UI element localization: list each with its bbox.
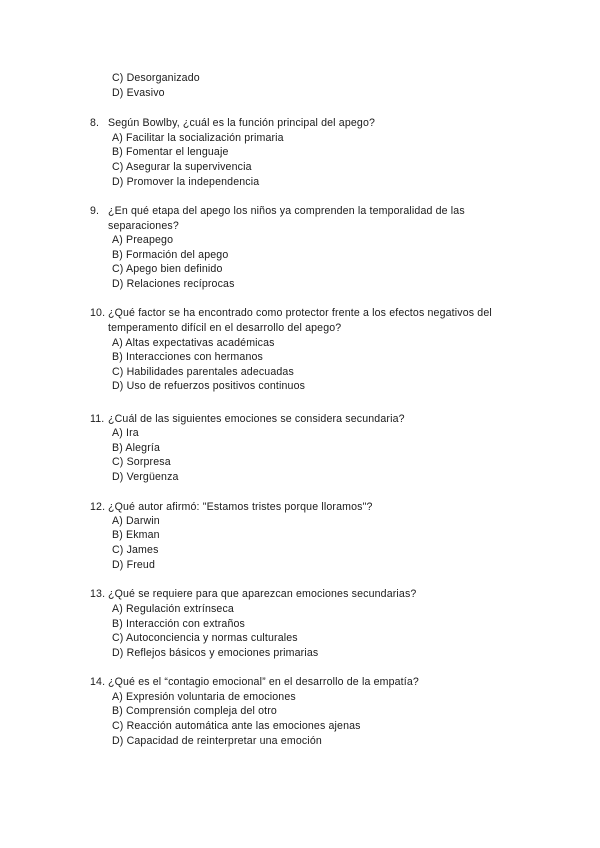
question-text: Según Bowlby, ¿cuál es la función principal del apego? bbox=[108, 117, 376, 129]
question-option: B) Interacciones con hermanos bbox=[112, 351, 263, 363]
question-option: D) Capacidad de reinterpretar una emoción bbox=[112, 735, 322, 747]
question-option: B) Fomentar el lenguaje bbox=[112, 146, 229, 158]
question-text: ¿Qué factor se ha encontrado como protector frente a los efectos negativos del bbox=[108, 307, 492, 319]
question-option: B) Ekman bbox=[112, 529, 160, 541]
question-option: C) Autoconciencia y normas culturales bbox=[112, 632, 298, 644]
question-number: 12. bbox=[90, 501, 106, 513]
carryover-option: D) Evasivo bbox=[112, 87, 165, 99]
question-option: C) Apego bien definido bbox=[112, 263, 223, 275]
question-text: temperamento difícil en el desarrollo del apego? bbox=[108, 322, 342, 334]
question-option: A) Preapego bbox=[112, 234, 174, 246]
question-option: A) Expresión voluntaria de emociones bbox=[112, 691, 296, 703]
question-text: ¿Qué es el “contagio emocional” en el desarrollo de la empatía? bbox=[108, 676, 419, 688]
question-option: B) Interacción con extraños bbox=[112, 618, 246, 630]
question-option: D) Relaciones recíprocas bbox=[112, 278, 235, 290]
question-number: 8. bbox=[90, 117, 100, 129]
question-option: B) Alegría bbox=[112, 442, 161, 454]
question-option: C) James bbox=[112, 544, 159, 556]
question-number: 9. bbox=[90, 205, 100, 217]
question-option: A) Ira bbox=[112, 427, 139, 439]
question-option: C) Asegurar la supervivencia bbox=[112, 161, 252, 173]
question-option: B) Comprensión compleja del otro bbox=[112, 705, 277, 717]
question-option: D) Vergüenza bbox=[112, 471, 179, 483]
question-number: 11. bbox=[90, 413, 105, 425]
question-option: A) Facilitar la socialización primaria bbox=[112, 132, 284, 144]
question-number: 13. bbox=[90, 588, 106, 600]
question-option: C) Reacción automática ante las emociones ajenas bbox=[112, 720, 361, 732]
question-text: ¿Qué autor afirmó: "Estamos tristes porque lloramos"? bbox=[108, 501, 373, 513]
question-option: D) Freud bbox=[112, 559, 155, 571]
question-option: A) Altas expectativas académicas bbox=[112, 337, 275, 349]
question-option: C) Habilidades parentales adecuadas bbox=[112, 366, 294, 378]
question-option: B) Formación del apego bbox=[112, 249, 229, 261]
question-option: D) Reflejos básicos y emociones primarias bbox=[112, 647, 319, 659]
question-option: C) Sorpresa bbox=[112, 456, 171, 468]
carryover-option: C) Desorganizado bbox=[112, 72, 200, 84]
question-text: ¿En qué etapa del apego los niños ya comprenden la temporalidad de las bbox=[108, 205, 465, 217]
question-option: A) Regulación extrínseca bbox=[112, 603, 234, 615]
question-text: ¿Qué se requiere para que aparezcan emociones secundarias? bbox=[108, 588, 417, 600]
question-text: ¿Cuál de las siguientes emociones se considera secundaria? bbox=[108, 413, 405, 425]
question-option: A) Darwin bbox=[112, 515, 160, 527]
question-number: 10. bbox=[90, 307, 106, 319]
question-number: 14. bbox=[90, 676, 106, 688]
question-text: separaciones? bbox=[108, 220, 179, 232]
question-option: D) Promover la independencia bbox=[112, 176, 260, 188]
question-option: D) Uso de refuerzos positivos continuos bbox=[112, 380, 306, 392]
